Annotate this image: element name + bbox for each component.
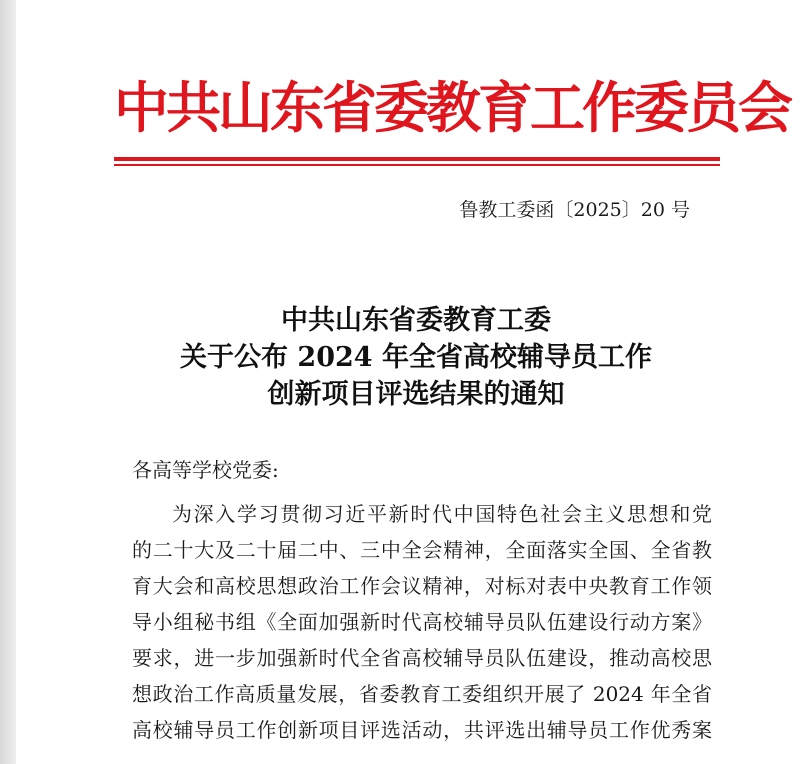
body-line: 为深入学习贯彻习近平新时代中国特色社会主义思想和党	[172, 502, 712, 526]
body-line: 要求，进一步加强新时代全省高校辅导员队伍建设，推动高校思	[132, 646, 712, 670]
body-paragraph	[132, 496, 712, 748]
body-line: 导小组秘书组《全面加强新时代高校辅导员队伍建设行动方案》	[132, 610, 712, 634]
document-number: 鲁教工委函〔2025〕20 号	[459, 199, 690, 221]
viewer-left-edge	[0, 0, 16, 764]
header-red-rule-thick	[114, 157, 720, 161]
notice-title	[116, 302, 716, 413]
body-line: 高校辅导员工作创新项目评选活动，共评选出辅导员工作优秀案	[132, 718, 712, 742]
body-line: 想政治工作高质量发展，省委教育工委组织开展了 2024 年全省	[132, 682, 712, 706]
header-red-rule-thin	[114, 164, 720, 166]
issuing-authority-header: 中共山东省委教育工作委员会	[114, 75, 791, 140]
notice-title-line-1: 中共山东省委教育工委	[281, 305, 551, 336]
body-line: 的二十大及二十届二中、三中全会精神，全面落实全国、全省教	[132, 538, 712, 562]
document-page	[16, 0, 800, 764]
body-line: 育大会和高校思想政治工作会议精神，对标对表中央教育工作领	[132, 574, 712, 598]
notice-title-line-3: 创新项目评选结果的通知	[267, 379, 565, 410]
salutation: 各高等学校党委:	[132, 458, 279, 482]
notice-title-line-2: 关于公布 2024 年全省高校辅导员工作	[180, 342, 652, 373]
